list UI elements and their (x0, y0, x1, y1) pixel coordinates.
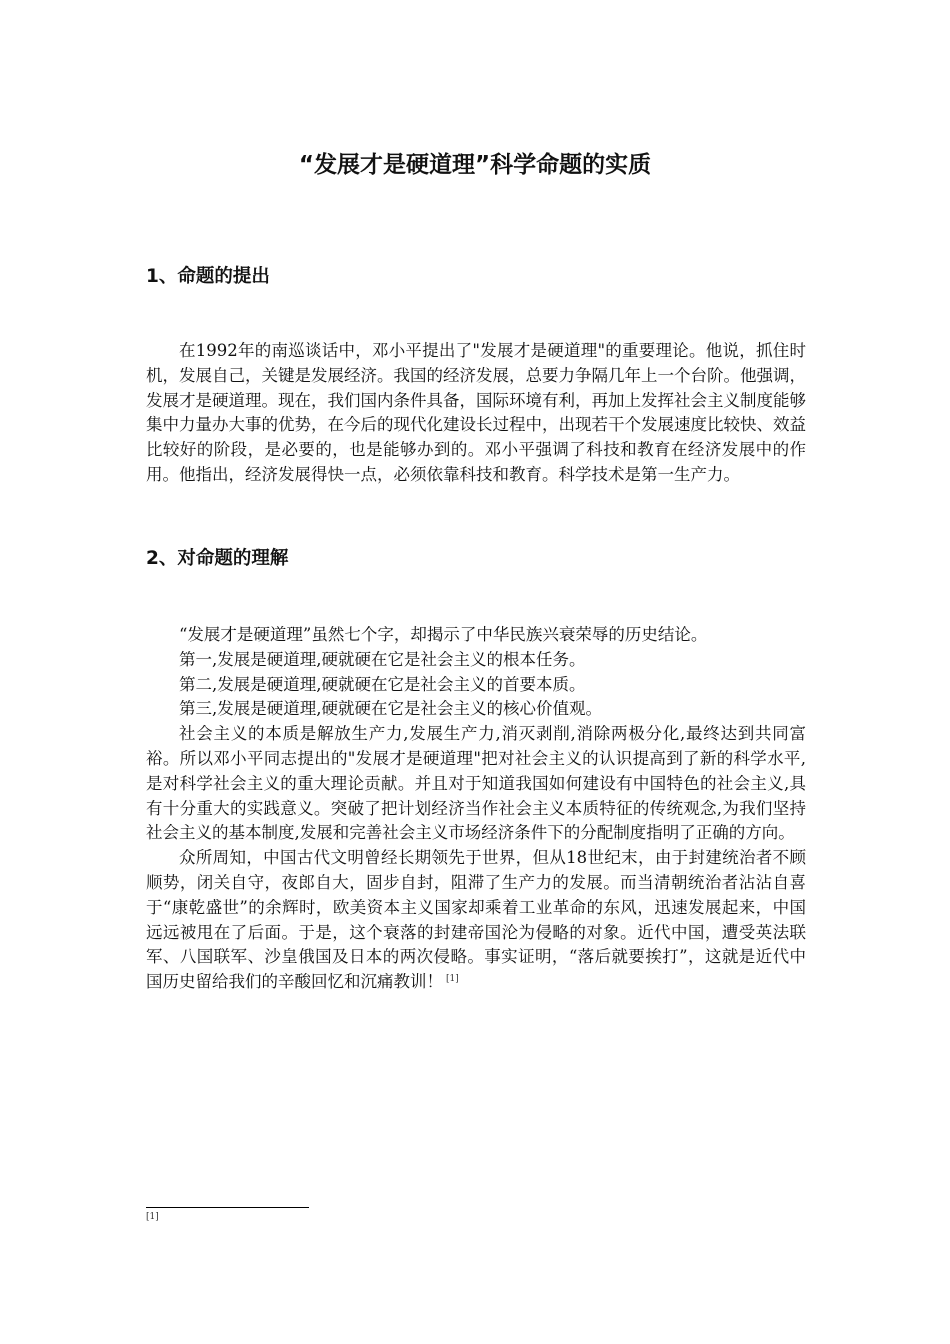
paragraph: 第二,发展是硬道理,硬就硬在它是社会主义的首要本质。 (179, 674, 586, 694)
footnote-marker: [1] (146, 1212, 159, 1222)
paragraph: 社会主义的本质是解放生产力,发展生产力,消灭剥削,消除两极分化,最终达到共同富裕。所以邓小平同志提出的"发展才是硬道理"把对社会主义的认识提高到了新的科学水平,是对科学社会主义的重大理论贡献。并且对于知道我国如何建设有中国特色的社会主义,具有十分重大的实践意义。突破了把计划经济当作社会主义本质特征的传统观念,为我们坚持社会主义的基本制度,发展和完善社会主义市场经济条件下的分配制度指明了正确的方向。 (146, 724, 806, 843)
footnote-separator (146, 1207, 309, 1208)
paragraph: 第三,发展是硬道理,硬就硬在它是社会主义的核心价值观。 (179, 699, 602, 719)
section-2-body (146, 623, 806, 995)
section-heading-2: 2、对命题的理解 (146, 548, 289, 569)
section-heading-1: 1、命题的提出 (146, 266, 270, 287)
paragraph-with-footnote (146, 846, 806, 995)
paragraph: 在1992年的南巡谈话中，邓小平提出了"发展才是硬道理"的重要理论。他说，抓住时机，发展自己，关键是发展经济。我国的经济发展，总要力争隔几年上一个台阶。他强调，发展才是硬道理。现在，我们国内条件具备，国际环境有利，再加上发挥社会主义制度能够集中力量办大事的优势，在今后的现代化建设长过程中，出现若干个发展速度比较快、效益比较好的阶段，是必要的，也是能够办到的。邓小平强调了科技和教育在经济发展中的作用。他指出，经济发展得快一点，必须依靠科技和教育。科学技术是第一生产力。 (146, 341, 806, 484)
paragraph: “发展才是硬道理”虽然七个字，却揭示了中华民族兴衰荣辱的历史结论。 (179, 625, 708, 644)
paragraph: 第一,发展是硬道理,硬就硬在它是社会主义的根本任务。 (179, 649, 586, 669)
section-1-body (146, 339, 806, 488)
document-title: “发展才是硬道理”科学命题的实质 (298, 152, 652, 178)
footnote-reference[interactable]: [1] (446, 973, 459, 984)
paragraph-text: 众所周知，中国古代文明曾经长期领先于世界，但从18世纪末，由于封建统治者不顾顺势，闭关自守，夜郎自大，固步自封，阻滞了生产力的发展。而当清朝统治者沾沾自喜于“康乾盛世”的余辉时，欧美资本主义国家却乘着工业革命的东风，迅速发展起来，中国远远被甩在了后面。于是，这个衰落的封建帝国沦为侵略的对象。近代中国，遭受英法联军、八国联军、沙皇俄国及日本的两次侵略。事实证明，“落后就要挨打”，这就是近代中国历史留给我们的辛酸回忆和沉痛教训！ (146, 848, 806, 992)
